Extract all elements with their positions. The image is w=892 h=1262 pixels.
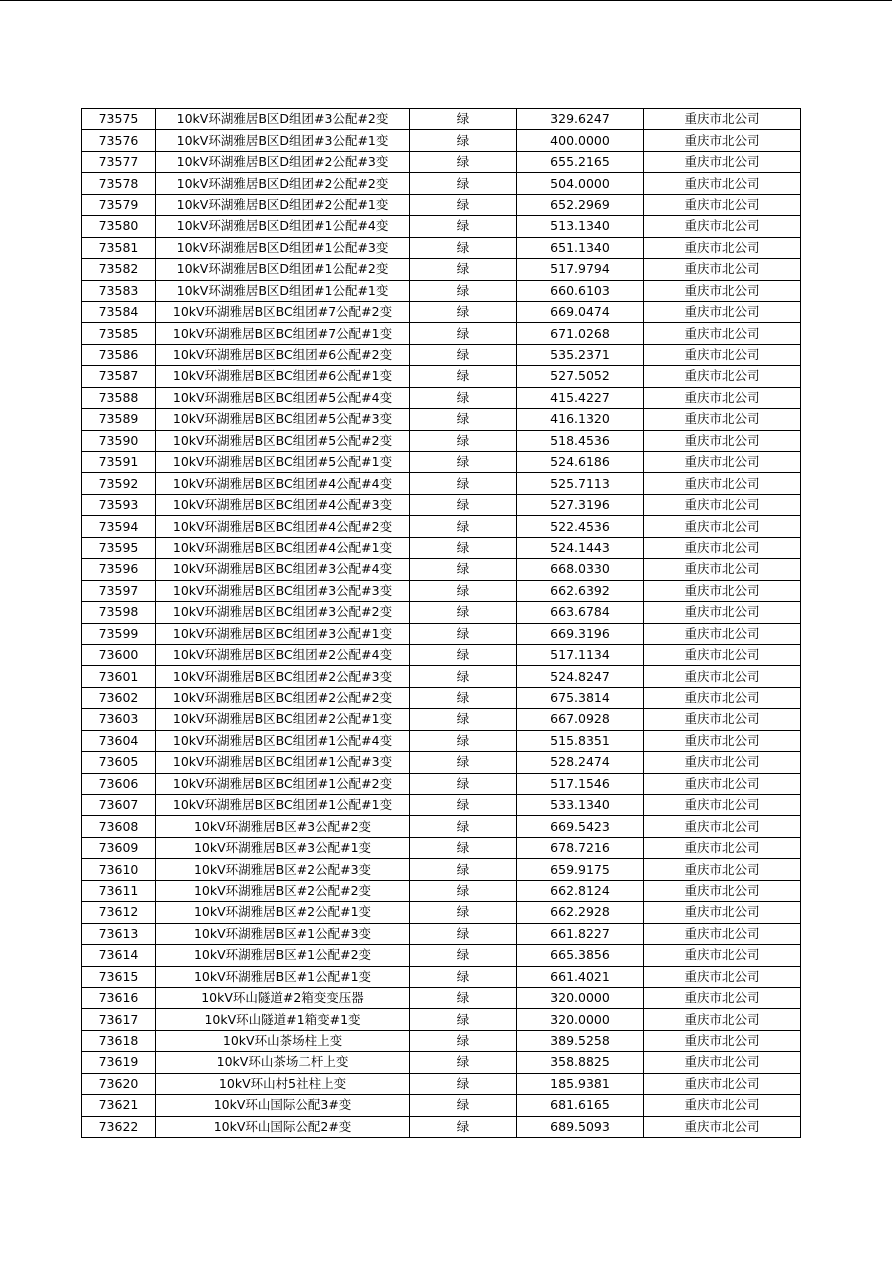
table-row [82, 1009, 801, 1030]
cell-color: 绿 [410, 880, 517, 901]
table-row [82, 109, 801, 130]
cell-name: 10kV环山国际公配2#变 [156, 1116, 410, 1137]
cell-value: 661.4021 [517, 966, 644, 987]
cell-value: 358.8825 [517, 1052, 644, 1073]
cell-id: 73601 [82, 666, 156, 687]
cell-company: 重庆市北公司 [644, 559, 801, 580]
cell-company: 重庆市北公司 [644, 537, 801, 558]
table-row [82, 216, 801, 237]
cell-value: 517.1134 [517, 644, 644, 665]
cell-company: 重庆市北公司 [644, 452, 801, 473]
cell-name: 10kV环湖雅居B区D组团#1公配#4变 [156, 216, 410, 237]
cell-value: 689.5093 [517, 1116, 644, 1137]
cell-company: 重庆市北公司 [644, 473, 801, 494]
cell-company: 重庆市北公司 [644, 945, 801, 966]
cell-id: 73611 [82, 880, 156, 901]
cell-name: 10kV环湖雅居B区D组团#2公配#1变 [156, 194, 410, 215]
cell-company: 重庆市北公司 [644, 859, 801, 880]
cell-company: 重庆市北公司 [644, 280, 801, 301]
cell-company: 重庆市北公司 [644, 387, 801, 408]
cell-name: 10kV环湖雅居B区BC组团#2公配#2变 [156, 687, 410, 708]
cell-color: 绿 [410, 837, 517, 858]
cell-company: 重庆市北公司 [644, 366, 801, 387]
cell-color: 绿 [410, 516, 517, 537]
cell-value: 522.4536 [517, 516, 644, 537]
cell-company: 重庆市北公司 [644, 709, 801, 730]
cell-value: 525.7113 [517, 473, 644, 494]
cell-company: 重庆市北公司 [644, 109, 801, 130]
table-row [82, 409, 801, 430]
cell-name: 10kV环湖雅居B区#2公配#2变 [156, 880, 410, 901]
cell-name: 10kV环湖雅居B区BC组团#5公配#4变 [156, 387, 410, 408]
table-row [82, 666, 801, 687]
cell-id: 73576 [82, 130, 156, 151]
cell-company: 重庆市北公司 [644, 902, 801, 923]
cell-color: 绿 [410, 644, 517, 665]
cell-company: 重庆市北公司 [644, 1116, 801, 1137]
cell-name: 10kV环湖雅居B区D组团#2公配#3变 [156, 151, 410, 172]
cell-value: 524.6186 [517, 452, 644, 473]
cell-id: 73585 [82, 323, 156, 344]
cell-name: 10kV环湖雅居B区#3公配#1变 [156, 837, 410, 858]
cell-name: 10kV环湖雅居B区BC组团#1公配#4变 [156, 730, 410, 751]
table-row [82, 537, 801, 558]
cell-color: 绿 [410, 859, 517, 880]
cell-company: 重庆市北公司 [644, 151, 801, 172]
cell-id: 73605 [82, 752, 156, 773]
cell-id: 73594 [82, 516, 156, 537]
cell-color: 绿 [410, 795, 517, 816]
cell-id: 73602 [82, 687, 156, 708]
cell-color: 绿 [410, 602, 517, 623]
table-row [82, 430, 801, 451]
cell-id: 73607 [82, 795, 156, 816]
table-row [82, 1030, 801, 1051]
cell-name: 10kV环湖雅居B区BC组团#6公配#2变 [156, 344, 410, 365]
cell-company: 重庆市北公司 [644, 130, 801, 151]
cell-value: 320.0000 [517, 987, 644, 1008]
cell-id: 73609 [82, 837, 156, 858]
cell-color: 绿 [410, 816, 517, 837]
cell-company: 重庆市北公司 [644, 301, 801, 322]
table-row [82, 945, 801, 966]
table-row [82, 301, 801, 322]
cell-value: 527.3196 [517, 494, 644, 515]
transformer-table [81, 108, 801, 1138]
cell-name: 10kV环山隧道#2箱变变压器 [156, 987, 410, 1008]
cell-value: 662.2928 [517, 902, 644, 923]
table-row [82, 880, 801, 901]
cell-value: 504.0000 [517, 173, 644, 194]
cell-color: 绿 [410, 301, 517, 322]
cell-id: 73603 [82, 709, 156, 730]
table-row [82, 644, 801, 665]
cell-company: 重庆市北公司 [644, 430, 801, 451]
cell-color: 绿 [410, 623, 517, 644]
cell-color: 绿 [410, 580, 517, 601]
cell-name: 10kV环湖雅居B区D组团#2公配#2变 [156, 173, 410, 194]
cell-id: 73612 [82, 902, 156, 923]
table-row [82, 130, 801, 151]
cell-color: 绿 [410, 559, 517, 580]
table-row [82, 473, 801, 494]
cell-id: 73604 [82, 730, 156, 751]
table-row [82, 1052, 801, 1073]
table-row [82, 730, 801, 751]
cell-color: 绿 [410, 366, 517, 387]
cell-name: 10kV环湖雅居B区BC组团#6公配#1变 [156, 366, 410, 387]
cell-color: 绿 [410, 109, 517, 130]
table-row [82, 516, 801, 537]
cell-value: 513.1340 [517, 216, 644, 237]
cell-company: 重庆市北公司 [644, 602, 801, 623]
cell-company: 重庆市北公司 [644, 687, 801, 708]
cell-color: 绿 [410, 409, 517, 430]
cell-value: 660.6103 [517, 280, 644, 301]
cell-company: 重庆市北公司 [644, 644, 801, 665]
cell-value: 528.2474 [517, 752, 644, 773]
table-row [82, 151, 801, 172]
cell-name: 10kV环湖雅居B区BC组团#4公配#4变 [156, 473, 410, 494]
cell-company: 重庆市北公司 [644, 580, 801, 601]
cell-color: 绿 [410, 709, 517, 730]
cell-company: 重庆市北公司 [644, 880, 801, 901]
cell-id: 73590 [82, 430, 156, 451]
cell-value: 655.2165 [517, 151, 644, 172]
cell-company: 重庆市北公司 [644, 323, 801, 344]
cell-color: 绿 [410, 987, 517, 1008]
cell-value: 329.6247 [517, 109, 644, 130]
cell-company: 重庆市北公司 [644, 409, 801, 430]
cell-color: 绿 [410, 387, 517, 408]
cell-id: 73581 [82, 237, 156, 258]
cell-value: 661.8227 [517, 923, 644, 944]
cell-name: 10kV环湖雅居B区#1公配#3变 [156, 923, 410, 944]
cell-value: 671.0268 [517, 323, 644, 344]
table-row [82, 559, 801, 580]
cell-id: 73610 [82, 859, 156, 880]
table-row [82, 452, 801, 473]
cell-name: 10kV环山茶场二杆上变 [156, 1052, 410, 1073]
cell-color: 绿 [410, 452, 517, 473]
cell-name: 10kV环湖雅居B区BC组团#4公配#1变 [156, 537, 410, 558]
cell-value: 659.9175 [517, 859, 644, 880]
cell-value: 535.2371 [517, 344, 644, 365]
cell-value: 668.0330 [517, 559, 644, 580]
table-body [82, 109, 801, 1138]
cell-value: 663.6784 [517, 602, 644, 623]
cell-value: 416.1320 [517, 409, 644, 430]
table-row [82, 773, 801, 794]
cell-id: 73592 [82, 473, 156, 494]
cell-color: 绿 [410, 1030, 517, 1051]
cell-company: 重庆市北公司 [644, 344, 801, 365]
table-row [82, 859, 801, 880]
cell-name: 10kV环湖雅居B区BC组团#7公配#2变 [156, 301, 410, 322]
cell-name: 10kV环湖雅居B区BC组团#1公配#1变 [156, 795, 410, 816]
cell-company: 重庆市北公司 [644, 1030, 801, 1051]
cell-company: 重庆市北公司 [644, 623, 801, 644]
table-row [82, 923, 801, 944]
cell-color: 绿 [410, 923, 517, 944]
cell-id: 73595 [82, 537, 156, 558]
table-row [82, 344, 801, 365]
cell-id: 73577 [82, 151, 156, 172]
cell-color: 绿 [410, 902, 517, 923]
cell-company: 重庆市北公司 [644, 987, 801, 1008]
cell-value: 518.4536 [517, 430, 644, 451]
table-row [82, 1116, 801, 1137]
cell-color: 绿 [410, 280, 517, 301]
cell-value: 415.4227 [517, 387, 644, 408]
cell-value: 652.2969 [517, 194, 644, 215]
table-row [82, 494, 801, 515]
cell-company: 重庆市北公司 [644, 966, 801, 987]
cell-id: 73618 [82, 1030, 156, 1051]
cell-id: 73606 [82, 773, 156, 794]
cell-color: 绿 [410, 945, 517, 966]
table-row [82, 837, 801, 858]
cell-company: 重庆市北公司 [644, 237, 801, 258]
table-row [82, 1073, 801, 1094]
cell-name: 10kV环山村5社柱上变 [156, 1073, 410, 1094]
cell-value: 517.1546 [517, 773, 644, 794]
cell-name: 10kV环湖雅居B区BC组团#5公配#1变 [156, 452, 410, 473]
cell-company: 重庆市北公司 [644, 516, 801, 537]
cell-value: 665.3856 [517, 945, 644, 966]
cell-value: 667.0928 [517, 709, 644, 730]
cell-id: 73582 [82, 259, 156, 280]
cell-value: 524.1443 [517, 537, 644, 558]
cell-value: 669.3196 [517, 623, 644, 644]
cell-company: 重庆市北公司 [644, 216, 801, 237]
table-row [82, 602, 801, 623]
cell-company: 重庆市北公司 [644, 730, 801, 751]
cell-id: 73614 [82, 945, 156, 966]
cell-name: 10kV环湖雅居B区D组团#1公配#1变 [156, 280, 410, 301]
cell-id: 73620 [82, 1073, 156, 1094]
cell-id: 73600 [82, 644, 156, 665]
cell-company: 重庆市北公司 [644, 194, 801, 215]
table-row [82, 194, 801, 215]
cell-name: 10kV环山茶场柱上变 [156, 1030, 410, 1051]
cell-name: 10kV环湖雅居B区BC组团#2公配#3变 [156, 666, 410, 687]
cell-name: 10kV环湖雅居B区#1公配#1变 [156, 966, 410, 987]
table-row [82, 623, 801, 644]
cell-id: 73578 [82, 173, 156, 194]
cell-color: 绿 [410, 344, 517, 365]
cell-id: 73587 [82, 366, 156, 387]
cell-name: 10kV环湖雅居B区#2公配#3变 [156, 859, 410, 880]
cell-color: 绿 [410, 130, 517, 151]
cell-value: 651.1340 [517, 237, 644, 258]
cell-color: 绿 [410, 430, 517, 451]
cell-id: 73575 [82, 109, 156, 130]
table-row [82, 987, 801, 1008]
cell-id: 73593 [82, 494, 156, 515]
cell-name: 10kV环湖雅居B区BC组团#2公配#4变 [156, 644, 410, 665]
cell-value: 400.0000 [517, 130, 644, 151]
cell-name: 10kV环湖雅居B区#1公配#2变 [156, 945, 410, 966]
cell-value: 320.0000 [517, 1009, 644, 1030]
cell-name: 10kV环湖雅居B区BC组团#7公配#1变 [156, 323, 410, 344]
cell-id: 73621 [82, 1095, 156, 1116]
cell-color: 绿 [410, 666, 517, 687]
cell-color: 绿 [410, 1095, 517, 1116]
cell-value: 185.9381 [517, 1073, 644, 1094]
cell-company: 重庆市北公司 [644, 1052, 801, 1073]
cell-color: 绿 [410, 966, 517, 987]
cell-color: 绿 [410, 752, 517, 773]
table-row [82, 816, 801, 837]
cell-company: 重庆市北公司 [644, 837, 801, 858]
cell-company: 重庆市北公司 [644, 773, 801, 794]
cell-id: 73583 [82, 280, 156, 301]
table-row [82, 795, 801, 816]
cell-id: 73586 [82, 344, 156, 365]
cell-company: 重庆市北公司 [644, 923, 801, 944]
table-row [82, 709, 801, 730]
cell-id: 73613 [82, 923, 156, 944]
cell-id: 73588 [82, 387, 156, 408]
cell-color: 绿 [410, 194, 517, 215]
table-row [82, 237, 801, 258]
cell-color: 绿 [410, 1009, 517, 1030]
cell-value: 517.9794 [517, 259, 644, 280]
cell-name: 10kV环湖雅居B区BC组团#1公配#3变 [156, 752, 410, 773]
cell-color: 绿 [410, 259, 517, 280]
cell-color: 绿 [410, 730, 517, 751]
cell-company: 重庆市北公司 [644, 494, 801, 515]
cell-name: 10kV环湖雅居B区#3公配#2变 [156, 816, 410, 837]
cell-color: 绿 [410, 687, 517, 708]
cell-value: 524.8247 [517, 666, 644, 687]
cell-color: 绿 [410, 537, 517, 558]
cell-name: 10kV环湖雅居B区BC组团#4公配#3变 [156, 494, 410, 515]
cell-company: 重庆市北公司 [644, 1095, 801, 1116]
page-top-border [0, 0, 892, 1]
cell-company: 重庆市北公司 [644, 752, 801, 773]
cell-company: 重庆市北公司 [644, 795, 801, 816]
cell-color: 绿 [410, 494, 517, 515]
cell-name: 10kV环湖雅居B区D组团#3公配#2变 [156, 109, 410, 130]
cell-name: 10kV环湖雅居B区BC组团#3公配#2变 [156, 602, 410, 623]
cell-company: 重庆市北公司 [644, 259, 801, 280]
cell-color: 绿 [410, 323, 517, 344]
cell-id: 73622 [82, 1116, 156, 1137]
cell-name: 10kV环湖雅居B区#2公配#1变 [156, 902, 410, 923]
cell-id: 73591 [82, 452, 156, 473]
cell-id: 73619 [82, 1052, 156, 1073]
cell-name: 10kV环湖雅居B区BC组团#2公配#1变 [156, 709, 410, 730]
table-row [82, 966, 801, 987]
cell-value: 533.1340 [517, 795, 644, 816]
cell-name: 10kV环湖雅居B区BC组团#3公配#3变 [156, 580, 410, 601]
cell-value: 662.6392 [517, 580, 644, 601]
table-row [82, 173, 801, 194]
cell-value: 678.7216 [517, 837, 644, 858]
cell-color: 绿 [410, 216, 517, 237]
cell-name: 10kV环湖雅居B区BC组团#5公配#3变 [156, 409, 410, 430]
cell-color: 绿 [410, 773, 517, 794]
cell-company: 重庆市北公司 [644, 816, 801, 837]
table-row [82, 387, 801, 408]
table-row [82, 323, 801, 344]
cell-name: 10kV环湖雅居B区D组团#3公配#1变 [156, 130, 410, 151]
table-row [82, 687, 801, 708]
cell-name: 10kV环湖雅居B区BC组团#4公配#2变 [156, 516, 410, 537]
cell-color: 绿 [410, 237, 517, 258]
cell-value: 527.5052 [517, 366, 644, 387]
cell-id: 73597 [82, 580, 156, 601]
cell-name: 10kV环湖雅居B区BC组团#5公配#2变 [156, 430, 410, 451]
cell-name: 10kV环山国际公配3#变 [156, 1095, 410, 1116]
cell-name: 10kV环湖雅居B区D组团#1公配#3变 [156, 237, 410, 258]
cell-name: 10kV环湖雅居B区BC组团#3公配#4变 [156, 559, 410, 580]
cell-company: 重庆市北公司 [644, 1073, 801, 1094]
cell-name: 10kV环山隧道#1箱变#1变 [156, 1009, 410, 1030]
cell-value: 681.6165 [517, 1095, 644, 1116]
cell-id: 73617 [82, 1009, 156, 1030]
cell-value: 669.5423 [517, 816, 644, 837]
cell-id: 73589 [82, 409, 156, 430]
cell-name: 10kV环湖雅居B区D组团#1公配#2变 [156, 259, 410, 280]
cell-value: 515.8351 [517, 730, 644, 751]
cell-value: 662.8124 [517, 880, 644, 901]
cell-id: 73616 [82, 987, 156, 1008]
table-row [82, 580, 801, 601]
cell-id: 73579 [82, 194, 156, 215]
cell-id: 73598 [82, 602, 156, 623]
cell-id: 73584 [82, 301, 156, 322]
table-row [82, 902, 801, 923]
cell-id: 73596 [82, 559, 156, 580]
cell-color: 绿 [410, 151, 517, 172]
cell-name: 10kV环湖雅居B区BC组团#1公配#2变 [156, 773, 410, 794]
cell-company: 重庆市北公司 [644, 1009, 801, 1030]
cell-color: 绿 [410, 1116, 517, 1137]
cell-color: 绿 [410, 1052, 517, 1073]
cell-value: 675.3814 [517, 687, 644, 708]
cell-id: 73599 [82, 623, 156, 644]
cell-company: 重庆市北公司 [644, 173, 801, 194]
cell-value: 389.5258 [517, 1030, 644, 1051]
cell-color: 绿 [410, 173, 517, 194]
cell-id: 73608 [82, 816, 156, 837]
table-row [82, 366, 801, 387]
table-row [82, 1095, 801, 1116]
table-row [82, 280, 801, 301]
cell-id: 73615 [82, 966, 156, 987]
table-row [82, 752, 801, 773]
cell-value: 669.0474 [517, 301, 644, 322]
cell-company: 重庆市北公司 [644, 666, 801, 687]
cell-name: 10kV环湖雅居B区BC组团#3公配#1变 [156, 623, 410, 644]
table-row [82, 259, 801, 280]
cell-color: 绿 [410, 1073, 517, 1094]
cell-id: 73580 [82, 216, 156, 237]
cell-color: 绿 [410, 473, 517, 494]
